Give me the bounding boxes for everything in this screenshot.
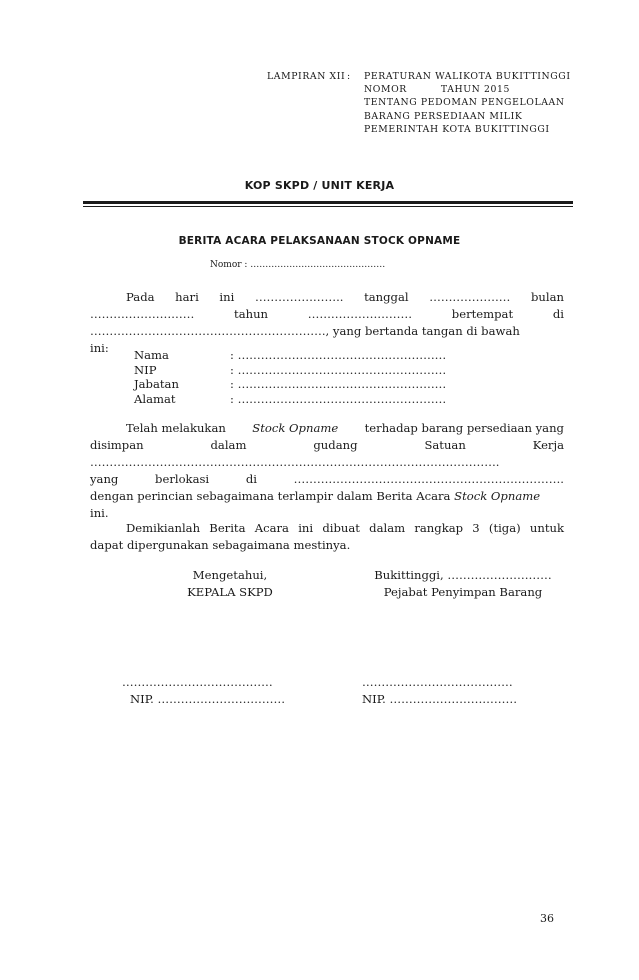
sig-left-dots: …………………………………: [122, 675, 273, 689]
sig-left-line1: Mengetahui,: [192, 568, 268, 582]
text-italic: Stock Opname: [252, 421, 339, 435]
para3-line: [90, 520, 564, 537]
field-value: : ………………………………………………: [230, 348, 447, 362]
para2-line: ini.: [90, 506, 109, 520]
field-label: Nama: [134, 348, 169, 362]
word: ini: [219, 290, 235, 304]
word: bulan: [531, 290, 564, 304]
lampiran-line: PEMERINTAH KOTA BUKITTINGGI: [364, 123, 550, 135]
kop-rule-thin: [83, 206, 573, 207]
word: yang: [90, 472, 119, 486]
sig-left-line2: KEPALA SKPD: [187, 585, 273, 599]
field-label: Jabatan: [134, 377, 179, 391]
para1-line: ini:: [90, 341, 109, 355]
word: tahun: [234, 307, 269, 321]
word: gudang: [313, 438, 358, 452]
para2-line: …………………………………………………………………………………………….: [90, 455, 500, 469]
page-number: 36: [540, 912, 554, 925]
para1-line: [90, 306, 564, 323]
word: di: [245, 472, 257, 486]
word: dalam: [210, 438, 247, 452]
paragraph-closing: [90, 520, 564, 554]
field-label: Alamat: [134, 391, 176, 406]
field-value: : ………………………………………………: [230, 362, 447, 377]
text: dengan perincian sebagaimana terlampir dalam Berita Acara: [90, 489, 451, 503]
word: berlokasi: [155, 472, 210, 486]
paragraph-stock-opname: [90, 420, 564, 522]
para2-line: [90, 488, 564, 505]
lampiran-nomor-line: [364, 83, 571, 96]
blank-month: ………………………: [90, 307, 195, 321]
para2-line: [90, 437, 564, 454]
signature-left-name: [122, 674, 285, 708]
para1-line: [90, 289, 564, 306]
field-value: : ………………………………………………: [230, 377, 447, 391]
word: Kerja: [532, 438, 564, 452]
word: di: [552, 307, 564, 321]
text-italic: Stock Opname: [454, 489, 541, 503]
sig-right-nip: NIP. ……………………………: [362, 692, 518, 706]
text: Telah melakukan: [126, 421, 226, 435]
blank-day: …………………..: [254, 290, 344, 304]
tahun-label: TAHUN 2015: [440, 84, 511, 96]
nomor-label: NOMOR: [364, 84, 407, 96]
para2-line: [90, 471, 564, 488]
field-label: NIP: [134, 362, 157, 377]
lampiran-line: TENTANG PEDOMAN PENGELOLAAN: [364, 97, 565, 109]
field-value: : ………………………………………………: [230, 391, 447, 406]
blank-date: …………………: [429, 290, 511, 304]
lampiran-colon: :: [347, 71, 351, 82]
lampiran-line: PERATURAN WALIKOTA BUKITTINGGI: [364, 71, 571, 82]
paragraph-opening: [90, 289, 564, 357]
lampiran-lines: [364, 70, 571, 136]
lampiran-label: LAMPIRAN XII: [267, 71, 346, 82]
nomor-line: Nomor : ………………………………………: [210, 260, 386, 270]
blank-location: …………………………………………………………….: [293, 472, 564, 486]
word: Satuan: [424, 438, 466, 452]
sig-right-line2: Pejabat Penyimpan Barang: [383, 585, 543, 599]
kop-rule-thick: [83, 201, 573, 204]
text: Demikianlah Berita Acara ini dibuat dalam rangkap 3 (tiga) untuk: [126, 521, 564, 535]
word: bertempat: [451, 307, 514, 321]
lampiran-line: BARANG PERSEDIAAN MILIK: [364, 110, 523, 122]
document-title: BERITA ACARA PELAKSANAAN STOCK OPNAME: [178, 235, 461, 247]
sig-right-line1: Bukittinggi, ………………………: [374, 568, 552, 582]
word: Pada: [126, 290, 155, 304]
kop-heading: KOP SKPD / UNIT KERJA: [244, 179, 395, 192]
word: disimpan: [90, 438, 144, 452]
signature-right-name: [362, 674, 517, 708]
signature-left: [150, 567, 310, 601]
text: terhadap barang persediaan yang: [364, 421, 564, 435]
sig-left-nip: NIP. ……………………………: [130, 692, 286, 706]
para2-line: [90, 420, 564, 437]
para3-line: dapat dipergunakan sebagaimana mestinya.: [90, 538, 351, 552]
word: hari: [175, 290, 199, 304]
blank-year: ………………………: [307, 307, 413, 321]
sig-right-dots: …………………………………: [362, 675, 513, 689]
para1-line: ……………………………………………………., yang bertanda tangan di bawah: [90, 324, 520, 338]
word: tanggal: [364, 290, 409, 304]
signature-right: [343, 567, 583, 601]
